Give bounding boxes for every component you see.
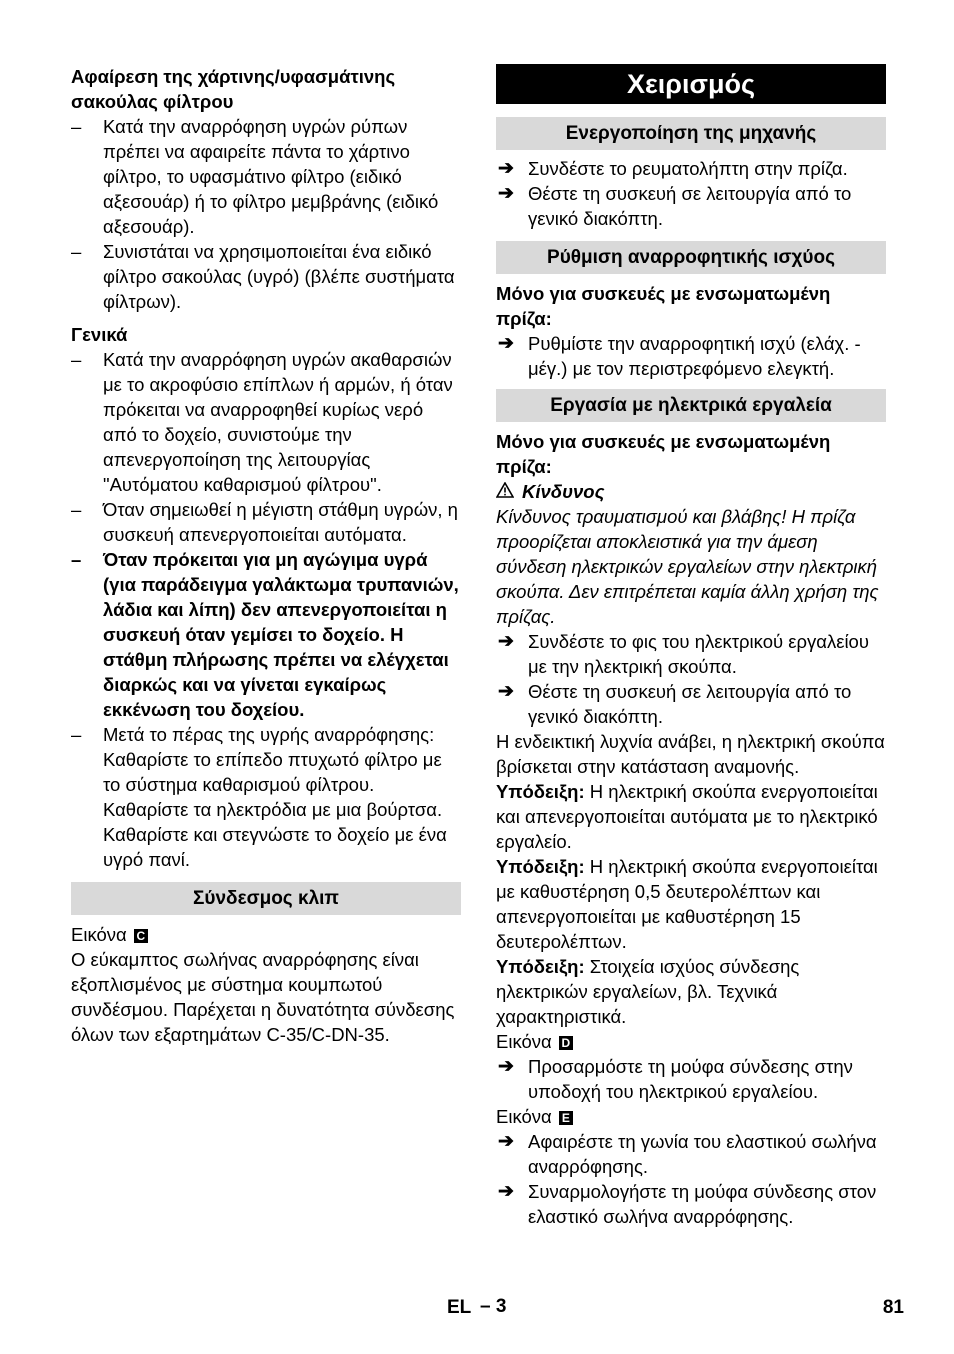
section-bar-power-tools: Εργασία με ηλεκτρικά εργαλεία xyxy=(496,389,886,422)
section-heading-general: Γενικά xyxy=(71,324,128,345)
dash-marker: – xyxy=(71,116,82,137)
figure-c-icon: C xyxy=(134,929,148,943)
list-item: – Όταν σημειωθεί η μέγιστη στάθμη υγρών, η συσκευή απενεργοποιείται αυτόματα. xyxy=(71,499,458,545)
arrow-icon: ➔ xyxy=(498,183,514,204)
footer-language: EL xyxy=(447,1297,472,1318)
list-item: – Μετά το πέρας της υγρής αναρρόφησης: Καθαρίστε το επίπεδο πτυχωτό φίλτρο με το σύστημα καθαρισμού φίλτρου. Καθαρίστε τα ηλεκτρόδια με μια βούρτσα. Καθαρίστε και στεγνώστε το δοχείο με ένα υγρό πανί. xyxy=(71,724,447,870)
danger-heading: Κίνδυνος xyxy=(496,479,886,504)
step-item: ➔ Συνδέστε το ρευματολήπτη στην πρίζα. xyxy=(498,158,848,179)
list-remove-filter xyxy=(71,114,461,314)
arrow-icon: ➔ xyxy=(498,158,514,179)
arrow-icon: ➔ xyxy=(498,631,514,652)
left-column xyxy=(71,64,461,1047)
dash-marker: – xyxy=(71,499,82,520)
chapter-title-operation: Χειρισμός xyxy=(496,64,886,104)
clip-description: Ο εύκαμπτος σωλήνας αναρρόφησης είναι εξοπλισμένος με σύστημα κουμπωτού συνδέσμου. Παρέχεται η δυνατότητα σύνδεσης όλων των εξαρτημάτων C-35/C-DN-35. xyxy=(71,949,455,1045)
step-item: ➔ Συναρμολογήστε τη μούφα σύνδεσης στον ελαστικό σωλήνα αναρρόφησης. xyxy=(498,1181,877,1227)
right-column xyxy=(496,64,886,1229)
figure-reference-e: Εικόνα E xyxy=(496,1104,886,1129)
dash-marker: – xyxy=(71,549,82,570)
dash-marker: – xyxy=(71,724,82,745)
arrow-icon: ➔ xyxy=(498,1131,514,1152)
list-item-warning: – Όταν πρόκειται για μη αγώγιμα υγρά (για παράδειγμα γαλάκτωμα τρυπανιών, λάδια και λίπη) δεν απενεργοποιείται η συσκευή όταν γεμίσει το δοχείο. Η στάθμη πλήρωσης πρέπει να ελέγχεται διαρκώς και να γίνεται εγκαίρως εκκένωση του δοχείου. xyxy=(71,549,459,720)
arrow-icon: ➔ xyxy=(498,333,514,354)
step-item: ➔ Συνδέστε το φις του ηλεκτρικού εργαλείου με την ηλεκτρική σκούπα. xyxy=(498,631,869,677)
arrow-icon: ➔ xyxy=(498,1056,514,1077)
list-general xyxy=(71,347,461,872)
section-bar-suction-power: Ρύθμιση αναρροφητικής ισχύος xyxy=(496,241,886,274)
step-item: ➔ Θέστε τη συσκευή σε λειτουργία από το γενικό διακόπτη. xyxy=(498,183,852,229)
footer-section-page: – 3 xyxy=(480,1296,507,1317)
footer-page-number: 81 xyxy=(882,1297,904,1318)
dash-marker: – xyxy=(71,349,82,370)
dash-marker: – xyxy=(71,241,82,262)
only-with-socket-note: Μόνο για συσκευές με ενσωματωμένη πρίζα: xyxy=(496,283,831,329)
step-item: ➔ Προσαρμόστε τη μούφα σύνδεσης στην υποδοχή του ηλεκτρικού εργαλείου. xyxy=(498,1056,853,1102)
only-with-socket-note: Μόνο για συσκευές με ενσωματωμένη πρίζα: xyxy=(496,431,831,477)
list-item: – Συνιστάται να χρησιμοποιείται ένα ειδικό φίλτρο σακούλας (υγρό) (βλέπε συστήματα φίλτρων). xyxy=(71,241,455,312)
indicator-lamp-text: Η ενδεικτική λυχνία ανάβει, η ηλεκτρική σκούπα βρίσκεται στην κατάσταση αναμονής. xyxy=(496,731,885,777)
figure-e-icon: E xyxy=(559,1111,573,1125)
arrow-icon: ➔ xyxy=(498,1181,514,1202)
section-heading-remove-filter-bag: Αφαίρεση της χάρτινης/υφασμάτινης σακούλας φίλτρου xyxy=(71,66,396,112)
figure-d-icon: D xyxy=(559,1036,573,1050)
step-item: ➔ Αφαιρέστε τη γωνία του ελαστικού σωλήνα αναρρόφησης. xyxy=(498,1131,877,1177)
step-item: ➔ Θέστε τη συσκευή σε λειτουργία από το γενικό διακόπτη. xyxy=(498,681,852,727)
section-bar-clip-connector: Σύνδεσμος κλιπ xyxy=(71,882,461,915)
warning-triangle-icon xyxy=(496,479,514,504)
note-1: Υπόδειξη: Η ηλεκτρική σκούπα ενεργοποιείται και απενεργοποιείται αυτόματα με το ηλεκτρικό εργαλείο. xyxy=(496,781,878,852)
list-item: – Κατά την αναρρόφηση υγρών ακαθαρσιών με το ακροφύσιο επίπλων ή αρμών, ή όταν πρόκειται να αναρροφηθεί κυρίως νερό από το δοχείο, συνιστούμε την απενεργοποίηση της λειτουργίας "Αυτόματου καθαρισμού φίλτρου". xyxy=(71,349,453,495)
list-item: – Κατά την αναρρόφηση υγρών ρύπων πρέπει να αφαιρείτε πάντα το χάρτινο φίλτρο, το υφασμάτινο φίλτρο (ειδικό αξεσουάρ) ή το φίλτρο μεμβράνης (ειδικό αξεσουάρ). xyxy=(71,116,439,237)
arrow-icon: ➔ xyxy=(498,681,514,702)
danger-text: Κίνδυνος τραυματισμού και βλάβης! Η πρίζα προορίζεται αποκλειστικά για την άμεση σύνδεση ηλεκτρικών εργαλείων στην ηλεκτρική σκούπα. Δεν επιτρέπεται καμία άλλη χρήση της πρίζας. xyxy=(496,506,879,627)
figure-reference-c: Εικόνα C xyxy=(71,922,461,947)
step-item: ➔ Ρυθμίστε την αναρροφητική ισχύ (ελάχ. - μέγ.) με τον περιστρεφόμενο ελεγκτή. xyxy=(498,333,861,379)
note-3: Υπόδειξη: Στοιχεία ισχύος σύνδεσης ηλεκτρικών εργαλείων, βλ. Τεχνικά χαρακτηριστικά. xyxy=(496,956,800,1027)
note-2: Υπόδειξη: Η ηλεκτρική σκούπα ενεργοποιείται με καθυστέρηση 0,5 δευτερολέπτων και απενεργοποιείται με καθυστέρηση 15 δευτερολέπτων. xyxy=(496,856,878,952)
figure-reference-d: Εικόνα D xyxy=(496,1029,886,1054)
section-bar-switch-on: Ενεργοποίηση της μηχανής xyxy=(496,117,886,150)
